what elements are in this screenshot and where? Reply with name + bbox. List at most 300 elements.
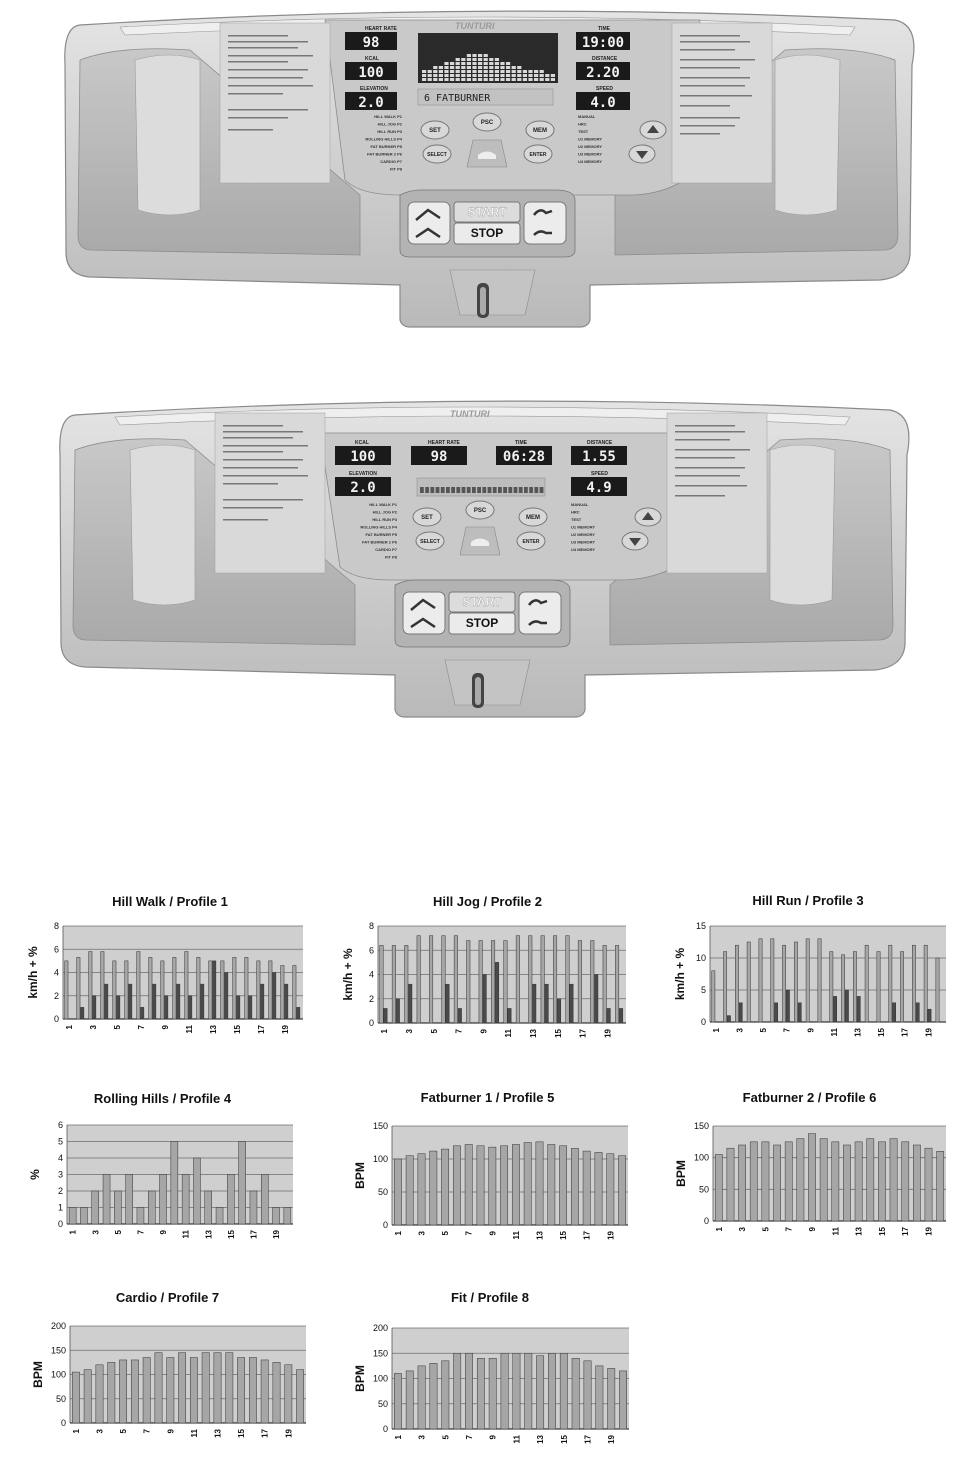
- x-tick-label: 17: [257, 1025, 266, 1034]
- svg-text:ENTER: ENTER: [529, 152, 547, 158]
- y-tick-label: 150: [372, 1121, 388, 1131]
- matrix-dot: [484, 78, 488, 81]
- bar-1-20: [284, 1208, 291, 1225]
- bar-1-10: [818, 939, 821, 1022]
- bar-1-7: [785, 1142, 792, 1221]
- bar-1-15: [227, 1175, 234, 1225]
- x-tick-label: 13: [535, 1231, 545, 1240]
- bar-1-14: [226, 1353, 233, 1423]
- bar-1-13: [855, 1142, 862, 1221]
- x-tick-label: 19: [924, 1028, 934, 1037]
- matrix-dot: [428, 78, 432, 81]
- chart-5-plot: [340, 1116, 635, 1256]
- y-tick-label: 0: [57, 1219, 63, 1229]
- elevation-control-button[interactable]: [403, 592, 445, 634]
- y-tick-label: 6: [57, 1120, 63, 1130]
- matrix-dot: [540, 70, 544, 73]
- set-button[interactable]: [421, 121, 449, 139]
- y-tick-label: 0: [368, 1018, 374, 1028]
- svg-text:SELECT: SELECT: [427, 152, 447, 158]
- bar-1-2: [727, 1148, 734, 1221]
- program-label: U2 MEMORY: [578, 144, 603, 149]
- bar-1-9: [489, 1147, 496, 1225]
- y-axis-label: BPM: [353, 1162, 367, 1189]
- matrix-dot: [523, 74, 527, 77]
- bar-2-8: [153, 984, 156, 1019]
- bar-1-2: [84, 1370, 91, 1423]
- matrix-dot: [534, 487, 538, 493]
- y-axis-label: BPM: [31, 1361, 45, 1388]
- down-arrow-button[interactable]: [622, 532, 648, 550]
- bar-1-13: [529, 936, 532, 1023]
- bar-1-14: [548, 1353, 555, 1429]
- bar-2-7: [786, 990, 789, 1022]
- bar-1-7: [465, 1144, 472, 1225]
- matrix-dot: [484, 70, 488, 73]
- matrix-dot: [420, 487, 424, 493]
- program-label: FAT BURNER P5: [370, 144, 402, 149]
- speed-value: 4.0: [590, 95, 616, 111]
- program-label: FAT BURNER 2 P6: [367, 151, 402, 157]
- time-label: TIME: [515, 440, 527, 446]
- x-tick-label: 3: [735, 1028, 745, 1033]
- x-tick-label: 1: [393, 1231, 403, 1236]
- matrix-dot: [523, 70, 527, 73]
- x-tick-label: 17: [583, 1435, 593, 1444]
- bar-1-5: [119, 1360, 126, 1423]
- x-tick-label: 11: [189, 1429, 199, 1438]
- matrix-dot: [478, 66, 482, 69]
- bar-1-17: [584, 1361, 591, 1429]
- y-axis-label: km/h + %: [26, 946, 40, 999]
- bar-1-4: [101, 952, 104, 1019]
- bar-1-19: [285, 1365, 292, 1423]
- chart-title: Fatburner 2 / Profile 6: [742, 1090, 877, 1105]
- x-tick-label: 11: [511, 1231, 521, 1240]
- bar-1-17: [902, 1142, 909, 1221]
- bar-1-20: [619, 1371, 626, 1429]
- bar-1-19: [925, 1148, 932, 1221]
- matrix-dot: [478, 62, 482, 65]
- bar-1-2: [406, 1156, 413, 1225]
- bar-1-8: [148, 1191, 155, 1224]
- matrix-dot: [489, 78, 493, 81]
- chart-title: Fit / Profile 8: [450, 1290, 529, 1305]
- x-tick-label: 3: [405, 1029, 414, 1034]
- bar-1-2: [392, 945, 395, 1023]
- matrix-dot: [472, 70, 476, 73]
- heart-rate-label: HEART RATE: [428, 440, 460, 446]
- matrix-dot: [493, 487, 497, 493]
- matrix-dot: [461, 62, 465, 65]
- matrix-dot: [433, 78, 437, 81]
- x-tick-label: 7: [454, 1029, 464, 1034]
- bar-1-8: [467, 941, 470, 1023]
- bar-2-6: [446, 984, 449, 1023]
- select-button[interactable]: [416, 532, 444, 550]
- bar-1-12: [525, 1353, 532, 1429]
- bar-2-3: [93, 996, 96, 1019]
- message-display: 6 FATBURNER: [424, 93, 491, 104]
- y-axis-label: BPM: [674, 1160, 688, 1187]
- matrix-dot: [478, 58, 482, 61]
- x-tick-label: 5: [441, 1231, 451, 1236]
- matrix-dot: [456, 66, 460, 69]
- bar-1-13: [209, 961, 212, 1019]
- bar-2-4: [105, 984, 108, 1019]
- bar-1-17: [583, 1151, 590, 1225]
- x-tick-label: 1: [380, 1029, 390, 1034]
- bar-1-3: [418, 1154, 425, 1225]
- bar-1-18: [596, 1366, 603, 1429]
- x-tick-label: 1: [68, 1230, 78, 1235]
- matrix-dot: [508, 487, 512, 493]
- bar-1-16: [572, 1358, 579, 1429]
- program-label: U4 MEMORY: [571, 547, 596, 552]
- heart-rate-value: 98: [430, 449, 448, 465]
- matrix-dot: [528, 74, 532, 77]
- svg-text:STOP: STOP: [465, 616, 499, 630]
- program-label: CARDIO P7: [380, 159, 402, 164]
- matrix-dot: [514, 487, 518, 493]
- psc-button[interactable]: [473, 113, 501, 131]
- program-label: U1 MEMORY: [578, 136, 603, 142]
- bar-1-14: [221, 961, 224, 1019]
- chart-title: Hill Run / Profile 3: [752, 893, 864, 908]
- bar-1-2: [77, 957, 80, 1019]
- matrix-dot: [545, 74, 549, 77]
- stop-button[interactable]: [449, 613, 515, 634]
- speed-control-button[interactable]: [519, 592, 561, 634]
- speed-label: SPEED: [596, 86, 613, 92]
- elevation-control-button[interactable]: [408, 202, 450, 244]
- y-tick-label: 0: [700, 1017, 706, 1027]
- matrix-dot: [540, 487, 544, 493]
- matrix-dot: [439, 78, 443, 81]
- time-value: 06:28: [502, 449, 546, 465]
- matrix-dot: [506, 66, 510, 69]
- matrix-dot: [506, 70, 510, 73]
- x-tick-label: 3: [89, 1025, 98, 1030]
- matrix-dot: [517, 78, 521, 81]
- bar-1-6: [453, 1146, 460, 1225]
- matrix-dot: [433, 74, 437, 77]
- bar-1-13: [536, 1142, 543, 1225]
- bar-1-11: [832, 1142, 839, 1221]
- x-tick-label: 19: [607, 1435, 617, 1444]
- bar-1-16: [249, 1358, 256, 1423]
- x-tick-label: 15: [553, 1029, 563, 1038]
- y-tick-label: 8: [53, 921, 59, 931]
- svg-text:ENTER: ENTER: [522, 539, 540, 545]
- bar-1-1: [72, 1372, 79, 1423]
- y-tick-label: 150: [50, 1345, 66, 1356]
- program-label: HILL RUN P3: [377, 129, 402, 134]
- mem-button[interactable]: [526, 121, 554, 139]
- enter-button[interactable]: [524, 145, 552, 163]
- matrix-dot: [450, 66, 454, 69]
- matrix-dot: [523, 78, 527, 81]
- x-tick-label: 19: [272, 1230, 282, 1239]
- y-tick-label: 3: [57, 1169, 63, 1180]
- bar-1-10: [171, 1142, 178, 1225]
- time-label: TIME: [598, 26, 610, 32]
- bar-1-10: [820, 1139, 827, 1221]
- bar-2-15: [237, 996, 240, 1019]
- bar-1-19: [603, 945, 606, 1023]
- bar-1-7: [137, 1208, 144, 1225]
- matrix-dot: [450, 62, 454, 65]
- matrix-dot: [512, 78, 516, 81]
- y-tick-label: 100: [693, 1152, 709, 1163]
- bar-2-18: [595, 975, 598, 1024]
- matrix-dot: [484, 58, 488, 61]
- bar-2-16: [249, 996, 252, 1019]
- brand-logo: TUNTURI: [450, 409, 490, 419]
- elevation-label: ELEVATION: [349, 471, 377, 477]
- bar-1-19: [273, 1208, 280, 1225]
- bar-2-14: [545, 984, 548, 1023]
- matrix-dot: [433, 70, 437, 73]
- bar-1-6: [125, 961, 128, 1019]
- y-tick-label: 1: [57, 1202, 63, 1213]
- matrix-dot: [495, 66, 499, 69]
- svg-text:MEM: MEM: [533, 128, 547, 134]
- matrix-dot: [444, 62, 448, 65]
- y-tick-label: 8: [368, 921, 374, 931]
- x-tick-label: 9: [806, 1028, 816, 1033]
- matrix-dot: [545, 78, 549, 81]
- x-tick-label: 17: [582, 1231, 592, 1240]
- stop-button[interactable]: [454, 223, 520, 244]
- x-tick-label: 13: [204, 1230, 214, 1239]
- svg-text:SET: SET: [429, 128, 441, 134]
- bar-2-13: [857, 996, 860, 1022]
- bar-2-18: [916, 1003, 919, 1022]
- psc-button[interactable]: [466, 501, 494, 519]
- bar-1-11: [185, 952, 188, 1019]
- bar-1-20: [293, 966, 296, 1019]
- bar-1-13: [853, 952, 856, 1022]
- y-tick-label: 50: [377, 1187, 388, 1197]
- matrix-dot: [500, 78, 504, 81]
- bar-2-10: [495, 962, 498, 1023]
- svg-text:START: START: [467, 205, 507, 219]
- program-label: U3 MEMORY: [578, 151, 603, 157]
- profile-chart-6: [662, 1088, 957, 1253]
- chart-7-plot: [20, 1316, 315, 1466]
- heart-rate-label: HEART RATE: [365, 26, 397, 32]
- bar-2-17: [261, 984, 264, 1019]
- matrix-dot: [456, 487, 460, 493]
- bar-1-12: [202, 1353, 209, 1423]
- bar-1-7: [137, 952, 140, 1019]
- bar-2-15: [557, 999, 560, 1023]
- bar-2-19: [928, 1009, 931, 1022]
- matrix-dot: [506, 62, 510, 65]
- kcal-label: KCAL: [355, 440, 369, 446]
- bar-1-7: [782, 945, 785, 1022]
- bar-2-11: [508, 1008, 511, 1023]
- start-button[interactable]: [454, 202, 520, 222]
- matrix-dot: [472, 54, 476, 57]
- matrix-dot: [433, 66, 437, 69]
- chart-title: Hill Walk / Profile 1: [112, 894, 228, 909]
- matrix-dot: [500, 66, 504, 69]
- speed-control-button[interactable]: [524, 202, 566, 244]
- x-tick-label: 15: [233, 1025, 242, 1034]
- select-button[interactable]: [423, 145, 451, 163]
- profile-chart-5: [340, 1088, 635, 1258]
- program-label: HILL JOG P2: [372, 509, 397, 515]
- bar-1-11: [513, 1353, 520, 1429]
- bar-1-17: [261, 1360, 268, 1423]
- bar-1-17: [250, 1191, 257, 1224]
- matrix-dot: [484, 66, 488, 69]
- safety-key[interactable]: [472, 673, 484, 708]
- matrix-dot: [428, 70, 432, 73]
- bar-1-5: [442, 1361, 449, 1429]
- x-tick-label: 7: [782, 1028, 792, 1033]
- profile-chart-4: [25, 1088, 300, 1258]
- matrix-dot: [517, 70, 521, 73]
- matrix-dot: [472, 66, 476, 69]
- bar-1-18: [912, 945, 915, 1022]
- enter-button[interactable]: [517, 532, 545, 550]
- bar-1-3: [735, 945, 738, 1022]
- program-label: HRC: [571, 509, 580, 515]
- x-tick-label: 13: [853, 1028, 863, 1037]
- y-axis-label: BPM: [353, 1365, 367, 1392]
- matrix-dot: [534, 70, 538, 73]
- x-tick-label: 7: [465, 1435, 475, 1440]
- bar-1-17: [900, 952, 903, 1022]
- bar-1-14: [867, 1139, 874, 1221]
- matrix-dot: [461, 66, 465, 69]
- start-button[interactable]: [449, 592, 515, 612]
- bar-1-1: [380, 945, 383, 1023]
- bar-1-10: [500, 1146, 507, 1225]
- bar-2-1: [384, 1008, 387, 1023]
- y-tick-label: 150: [693, 1121, 709, 1131]
- bar-1-20: [296, 1370, 303, 1423]
- bar-1-13: [536, 1356, 543, 1429]
- bar-1-1: [69, 1208, 76, 1225]
- svg-text:PSC: PSC: [480, 120, 494, 126]
- bar-1-4: [750, 1142, 757, 1221]
- x-tick-label: 9: [166, 1429, 176, 1434]
- bar-1-5: [429, 936, 432, 1023]
- bar-1-12: [524, 1143, 531, 1226]
- up-arrow-button[interactable]: [640, 121, 666, 139]
- bar-1-4: [417, 936, 420, 1023]
- bar-1-4: [103, 1175, 110, 1225]
- x-tick-label: 15: [559, 1231, 569, 1240]
- profile-chart-7: [20, 1288, 315, 1468]
- bar-1-9: [161, 961, 164, 1019]
- matrix-dot: [456, 70, 460, 73]
- x-tick-label: 11: [829, 1028, 839, 1037]
- matrix-dot: [450, 74, 454, 77]
- bar-2-9: [483, 975, 486, 1024]
- y-tick-label: 100: [50, 1369, 66, 1380]
- bar-2-19: [607, 1008, 610, 1023]
- bar-1-1: [65, 961, 68, 1019]
- program-label: U2 MEMORY: [571, 532, 596, 537]
- matrix-dot: [422, 70, 426, 73]
- bar-2-7: [458, 1008, 461, 1023]
- program-label: FAT BURNER 2 P6: [362, 539, 397, 545]
- bar-1-4: [747, 942, 750, 1022]
- matrix-dot: [444, 74, 448, 77]
- matrix-dot: [528, 70, 532, 73]
- y-tick-label: 100: [372, 1154, 388, 1164]
- matrix-dot: [472, 487, 476, 493]
- safety-key[interactable]: [477, 283, 489, 318]
- bar-1-18: [913, 1145, 920, 1221]
- svg-text:SELECT: SELECT: [420, 539, 440, 545]
- bar-1-5: [762, 1142, 769, 1221]
- program-label: U4 MEMORY: [578, 159, 603, 164]
- up-arrow-button[interactable]: [635, 508, 661, 526]
- matrix-dot: [489, 58, 493, 61]
- matrix-dot: [444, 78, 448, 81]
- x-tick-label: 9: [159, 1230, 169, 1235]
- matrix-dot: [488, 487, 492, 493]
- y-tick-label: 200: [372, 1323, 388, 1333]
- bar-1-9: [167, 1358, 174, 1423]
- bar-1-13: [205, 1191, 212, 1224]
- y-tick-label: 0: [703, 1216, 709, 1226]
- matrix-dot: [472, 74, 476, 77]
- y-tick-label: 0: [60, 1418, 66, 1428]
- bar-1-9: [160, 1175, 167, 1225]
- matrix-dot: [439, 66, 443, 69]
- bar-2-11: [189, 996, 192, 1019]
- matrix-dot: [461, 74, 465, 77]
- bar-2-5: [117, 996, 120, 1019]
- x-tick-label: 7: [784, 1227, 794, 1232]
- bar-1-1: [394, 1159, 401, 1225]
- mem-button[interactable]: [519, 508, 547, 526]
- program-label: HRC: [578, 121, 587, 127]
- x-tick-label: 5: [759, 1028, 769, 1033]
- matrix-dot: [551, 74, 555, 77]
- x-tick-label: 13: [854, 1227, 864, 1236]
- bar-2-19: [285, 984, 288, 1019]
- heart-rate-value: 98: [362, 35, 380, 51]
- set-button[interactable]: [413, 508, 441, 526]
- elevation-value: 2.0: [358, 95, 384, 111]
- x-tick-label: 5: [119, 1429, 129, 1434]
- speed-value: 4.9: [586, 480, 612, 496]
- bar-2-10: [177, 984, 180, 1019]
- program-label: U1 MEMORY: [571, 524, 596, 530]
- matrix-dot: [439, 70, 443, 73]
- program-label: TEST: [571, 517, 582, 522]
- bar-1-12: [843, 1145, 850, 1221]
- bar-1-6: [126, 1175, 133, 1225]
- x-tick-label: 7: [136, 1230, 146, 1235]
- bar-1-6: [771, 939, 774, 1022]
- bar-1-4: [108, 1362, 115, 1423]
- profile-chart-3: [662, 890, 954, 1055]
- bar-1-14: [865, 945, 868, 1022]
- bar-1-19: [608, 1368, 615, 1429]
- chart-title: Fatburner 1 / Profile 5: [420, 1090, 555, 1105]
- bar-1-19: [924, 945, 927, 1022]
- down-arrow-button[interactable]: [629, 145, 655, 163]
